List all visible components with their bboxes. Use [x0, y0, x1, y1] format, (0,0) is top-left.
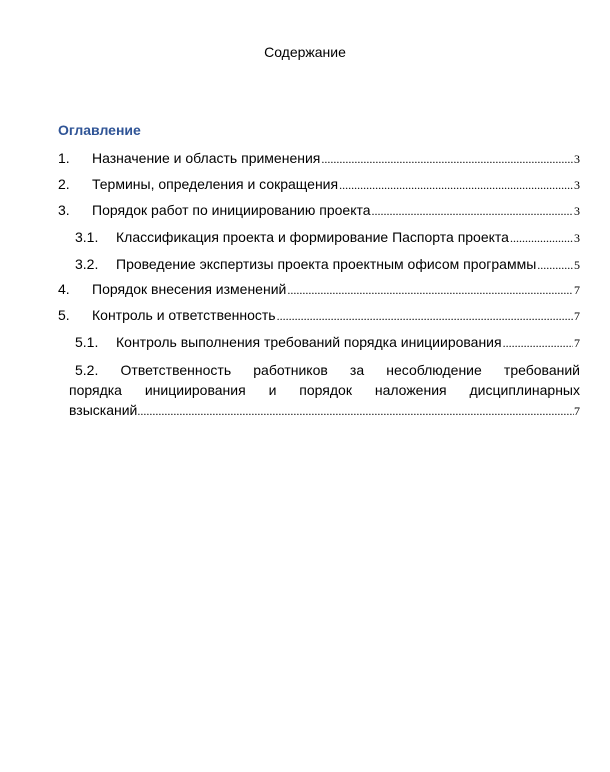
toc-entry-page: 7 [574, 309, 580, 323]
toc-entry-title: Порядок внесения изменений [92, 281, 287, 297]
toc-entry-line: порядка инициирования и порядок наложения дисциплинарных [69, 382, 580, 398]
toc-entry-title: Назначение и область применения [92, 150, 321, 166]
toc-entry-page: 7 [574, 336, 580, 350]
toc-leader-dots [339, 177, 573, 193]
toc-entry-number: 1. [58, 150, 70, 166]
toc-entry-title: Ответственность работников за несоблюдение требований [120, 362, 580, 378]
toc-entry-number: 3.2. [75, 256, 99, 272]
toc-leader-dots [510, 230, 573, 246]
toc-entry-number: 3.1. [75, 229, 99, 245]
toc-entry-number: 2. [58, 176, 70, 192]
toc-subentry[interactable] [75, 256, 580, 273]
toc-leader-dots [137, 401, 574, 421]
toc-leader-dots [287, 282, 573, 298]
toc-entry-title-end: взысканий [69, 402, 138, 418]
toc-leader-dots [321, 151, 573, 167]
toc-entry[interactable] [58, 307, 580, 324]
toc-entry-page: 3 [574, 178, 580, 192]
toc-entry-page: 7 [574, 404, 580, 418]
toc-entry-number: 5.1. [75, 334, 99, 350]
toc-entry[interactable] [58, 202, 580, 219]
toc-entry[interactable] [58, 281, 580, 298]
toc-leader-dots [503, 335, 573, 351]
toc-entry-title: Контроль и ответственность [92, 307, 276, 323]
toc-leader-dots [537, 257, 573, 273]
toc-entry[interactable] [58, 150, 580, 167]
toc-entry[interactable] [58, 176, 580, 193]
toc-entry-title: Проведение экспертизы проекта проектным офисом программы [116, 256, 537, 272]
toc-entry-page: 5 [574, 258, 580, 272]
toc-entry-number: 5.2. [75, 362, 99, 378]
toc-entry-number: 4. [58, 281, 70, 297]
toc-entry-page: 7 [574, 283, 580, 297]
toc-entry-page: 3 [574, 152, 580, 166]
toc-entry-title: Термины, определения и сокращения [92, 176, 339, 192]
toc-entry-number: 3. [58, 202, 70, 218]
toc-entry-title: Классификация проекта и формирование Паспорта проекта [116, 229, 509, 245]
toc-subentry-wrapped[interactable] [69, 360, 580, 421]
toc-entry-line [69, 400, 580, 421]
toc-subentry[interactable] [75, 334, 580, 351]
toc-subentry[interactable] [75, 229, 580, 246]
toc-entry-title: Контроль выполнения требований порядка инициирования [116, 334, 502, 350]
toc-entry-line [69, 360, 580, 380]
toc-leader-dots [372, 203, 573, 219]
toc-leader-dots [277, 308, 573, 324]
toc-entry-number: 5. [58, 307, 70, 323]
toc-entry-page: 3 [574, 231, 580, 245]
toc-entry-title: Порядок работ по инициированию проекта [92, 202, 371, 218]
toc-heading: Оглавление [58, 122, 141, 138]
toc-entry-page: 3 [574, 204, 580, 218]
page-title: Содержание [264, 44, 346, 60]
